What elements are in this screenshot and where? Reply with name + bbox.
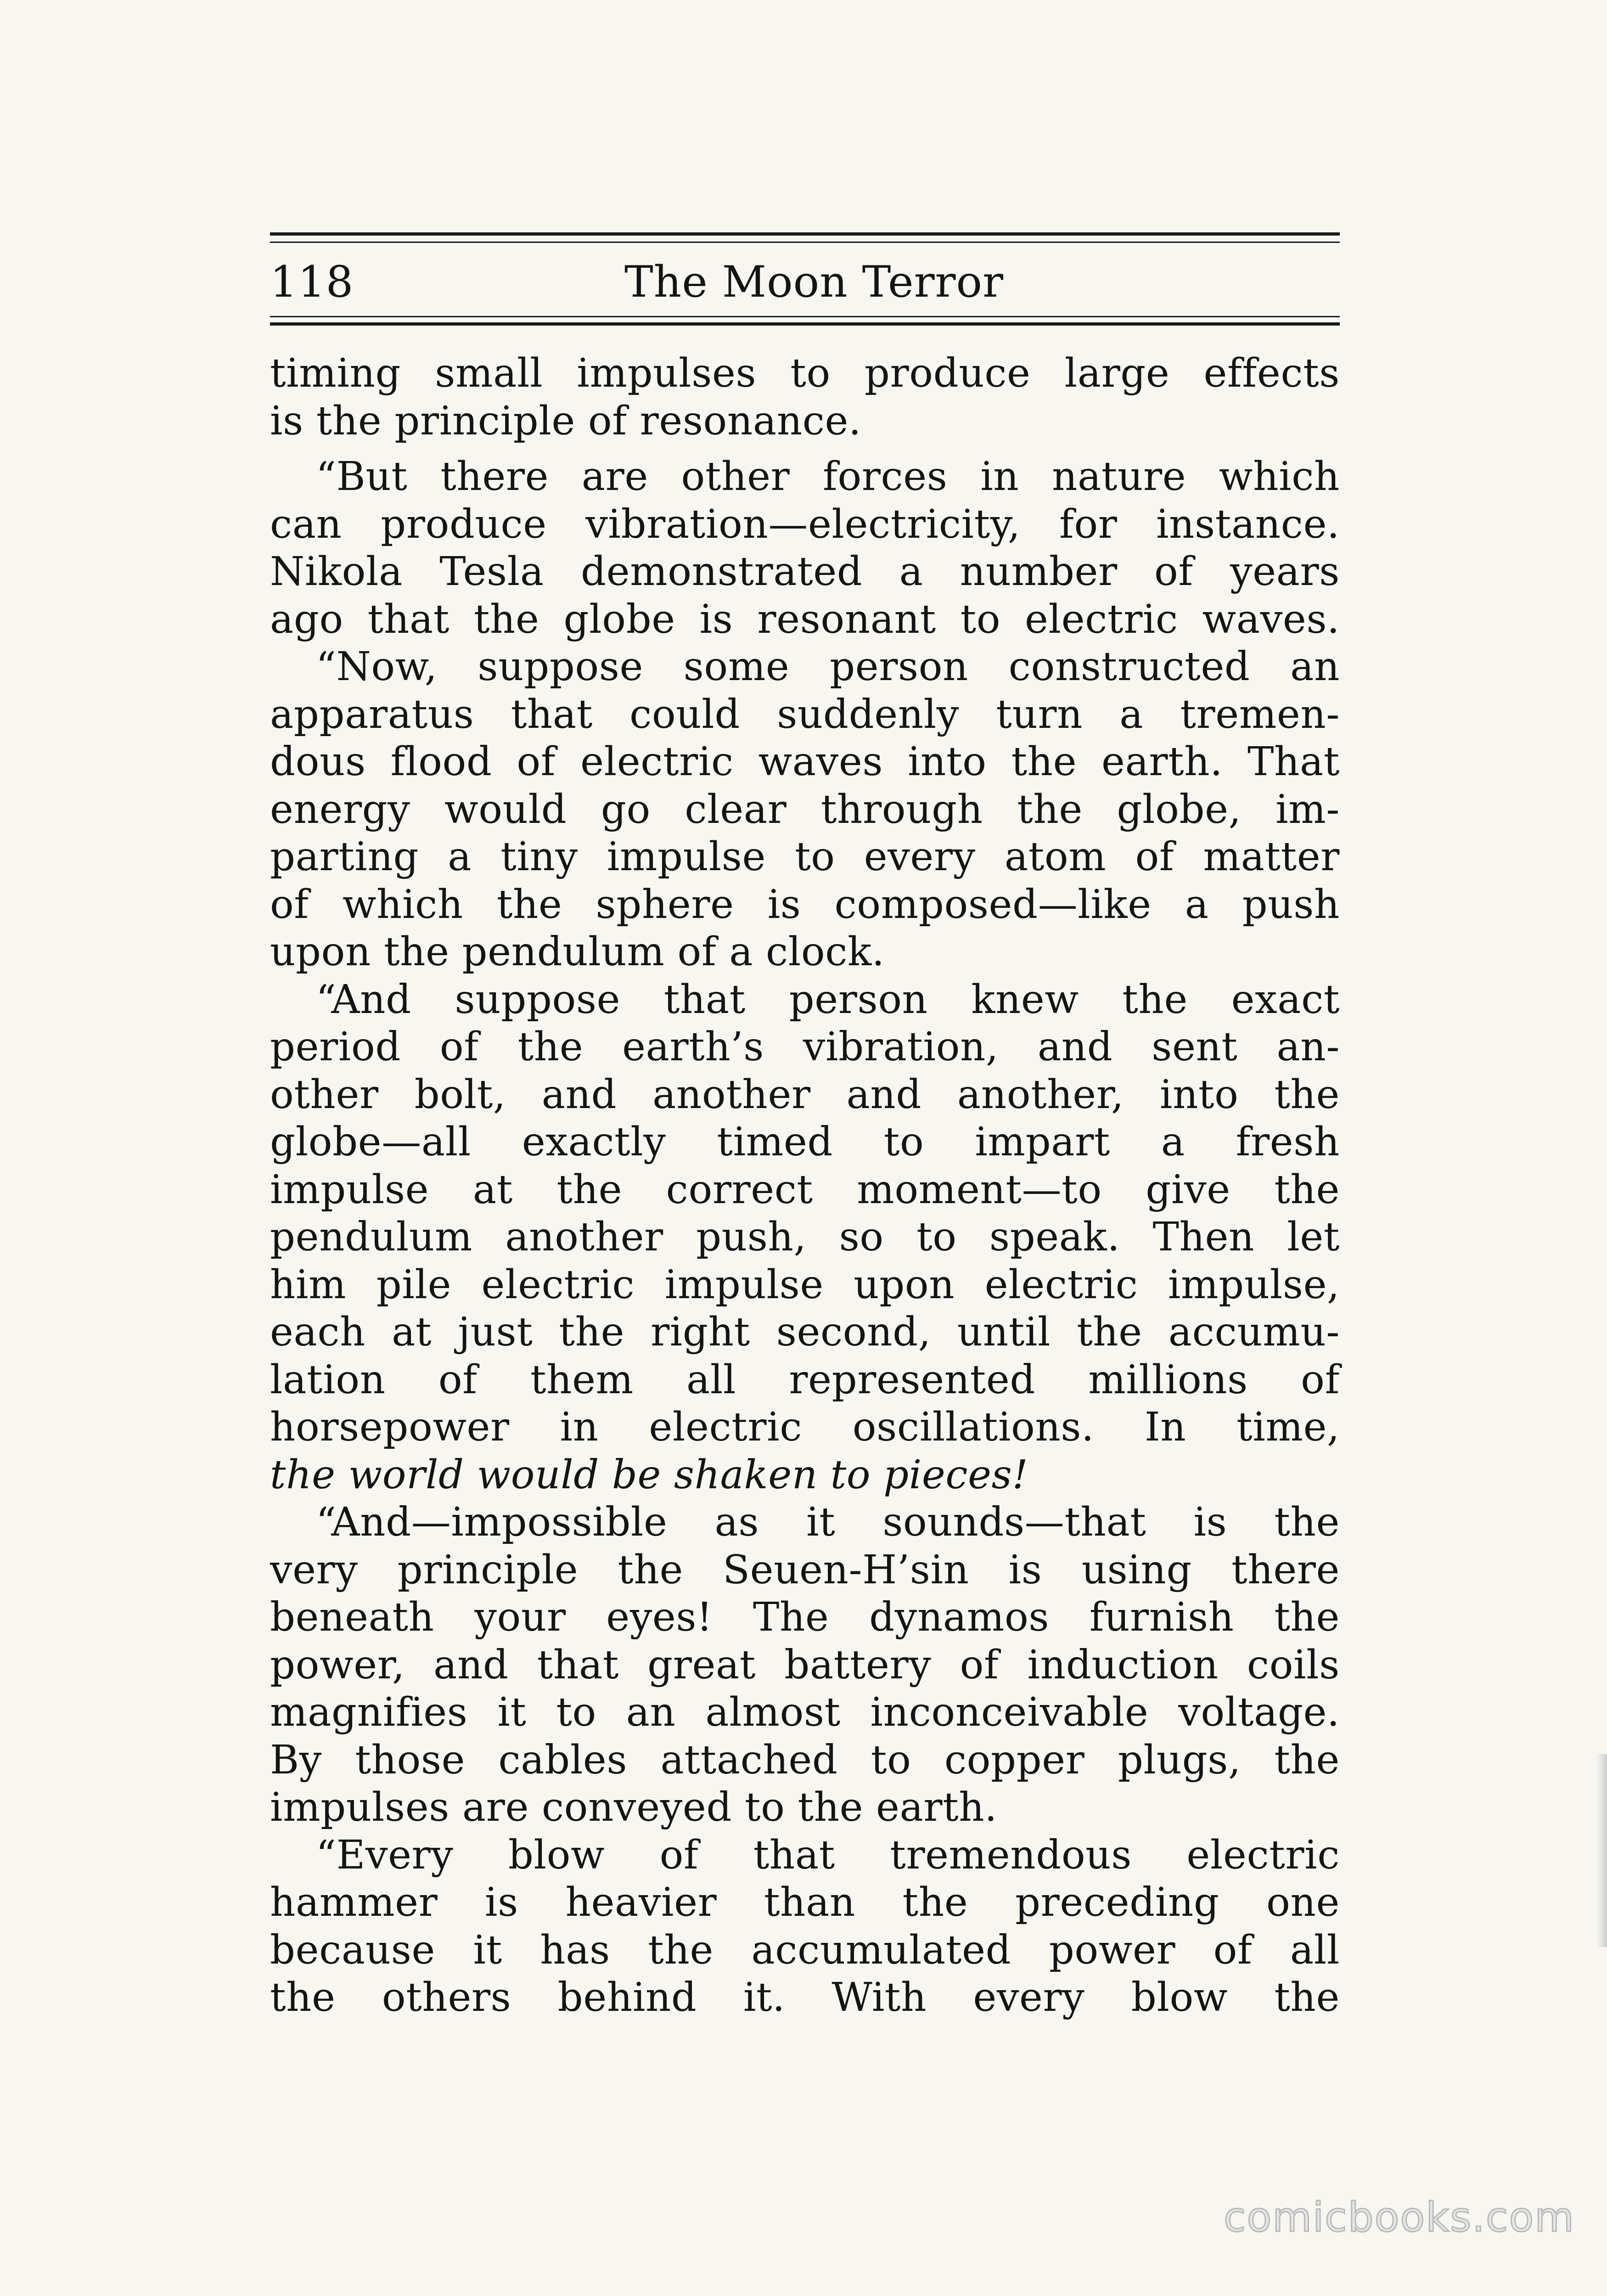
text-line: beneath your eyes! The dynamos furnish the [270, 1594, 1340, 1640]
text-line: upon the pendulum of a clock. [270, 929, 885, 975]
text-line: energy would go clear through the globe, im- [270, 786, 1340, 833]
page-text-block [270, 230, 1340, 2022]
text-line: period of the earth’s vibration, and sent an- [270, 1024, 1340, 1070]
watermark-logo: comicbooks.com [1223, 2194, 1575, 2241]
rule-line [270, 242, 1340, 243]
text-line: because it has the accumulated power of all [270, 1927, 1340, 1973]
text-line: power, and that great battery of induction coils [270, 1642, 1340, 1688]
text-line: timing small impulses to produce large effects [270, 350, 1340, 396]
text-line: impulses are conveyed to the earth. [270, 1784, 998, 1830]
text-line: “Every blow of that tremendous electric [316, 1832, 1340, 1878]
text-line: magnifies it to an almost inconceivable voltage. [270, 1689, 1340, 1735]
text-line: dous flood of electric waves into the earth. That [270, 739, 1340, 785]
text-line: the others behind it. With every blow the [270, 1975, 1340, 2020]
rule-line [270, 232, 1340, 236]
text-line: ago that the globe is resonant to electric waves. [270, 596, 1340, 642]
text-line: each at just the right second, until the accumu- [270, 1309, 1340, 1355]
text-line: “But there are other forces in nature which [316, 454, 1340, 500]
body-text [270, 350, 1340, 2022]
text-line: Nikola Tesla demonstrated a number of years [270, 549, 1340, 595]
text-line: him pile electric impulse upon electric impulse, [270, 1261, 1340, 1308]
text-line: parting a tiny impulse to every atom of matter [270, 834, 1340, 880]
text-line: “Now, suppose some person constructed an [316, 644, 1340, 690]
paragraph [270, 1832, 1340, 2022]
text-line: hammer is heavier than the preceding one [270, 1880, 1340, 1925]
text-line: is the principle of resonance. [270, 398, 861, 444]
rule-line [270, 316, 1340, 317]
italic-text-line: the world would be shaken to pieces! [270, 1452, 1028, 1498]
header-top-rule [270, 230, 1340, 246]
header-bottom-rule [270, 315, 1340, 332]
text-line: of which the sphere is composed—like a push [270, 881, 1340, 928]
text-line: lation of them all represented millions of [270, 1356, 1340, 1403]
text-line: other bolt, and another and another, into the [270, 1071, 1340, 1118]
text-line: impulse at the correct moment—to give the [270, 1166, 1340, 1213]
paragraph [270, 350, 1340, 445]
paragraph [270, 976, 1340, 1499]
running-title: The Moon Terror [624, 257, 1004, 307]
text-line: horsepower in electric oscillations. In time, [270, 1404, 1340, 1450]
paragraph [270, 643, 1340, 976]
page-edge-shadow [1597, 1754, 1607, 1947]
text-line: By those cables attached to copper plugs, the [270, 1737, 1340, 1783]
text-line: pendulum another push, so to speak. Then let [270, 1214, 1340, 1260]
text-line: “And suppose that person knew the exact [316, 976, 1340, 1023]
running-header [270, 246, 1340, 315]
text-line: globe—all exactly timed to impart a fresh [270, 1119, 1340, 1165]
rule-line [270, 322, 1340, 326]
text-line: apparatus that could suddenly turn a tremen- [270, 691, 1340, 737]
paragraph [270, 1499, 1340, 1832]
paragraph [270, 453, 1340, 643]
page-number: 118 [270, 257, 354, 307]
text-line: can produce vibration—electricity, for instance. [270, 501, 1340, 547]
text-line: “And—impossible as it sounds—that is the [316, 1499, 1340, 1545]
text-line: very principle the Seuen-H’sin is using there [270, 1547, 1340, 1593]
